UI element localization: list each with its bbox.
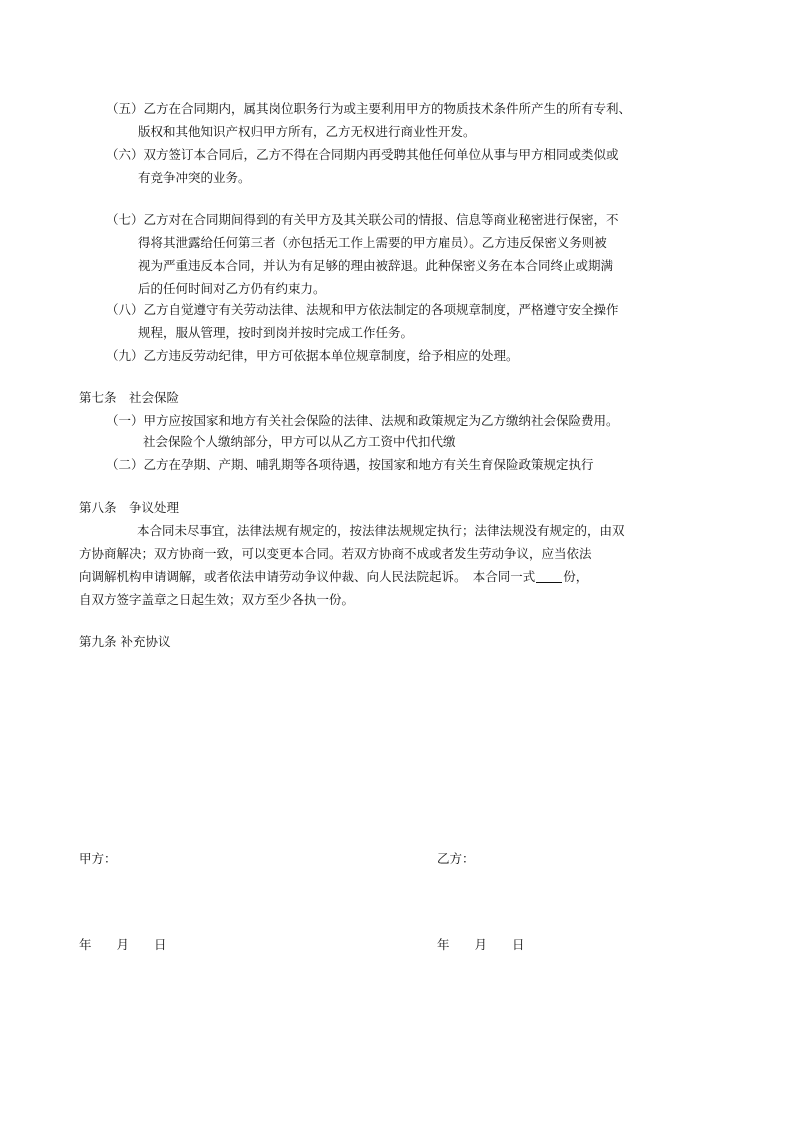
- article-8-line-1: 本合同未尽事宜，法律法规有规定的，按法律法规规定执行；法律法规没有规定的，由双: [137, 523, 625, 538]
- article-8-line-3-text: 向调解机构申请调解，或者依法申请劳动争议仲裁、向人民法院起诉。 本合同一式: [79, 569, 536, 584]
- article-9-heading: 第九条 补充协议: [79, 634, 171, 649]
- copies-blank: [536, 570, 562, 583]
- party-a-date: 年 月 日: [79, 937, 167, 952]
- article-7-heading: 第七条 社会保险: [79, 390, 180, 405]
- clause-7-line-1: （七）乙方对在合同期间得到的有关甲方及其关联公司的情报、信息等商业秘密进行保密，不: [106, 212, 619, 227]
- article-7-clause-1-line-2: 社会保险个人缴纳部分，甲方可以从乙方工资中代扣代缴: [143, 434, 456, 449]
- clause-8-line-1: （八）乙方自觉遵守有关劳动法律、法规和甲方依法制定的各项规章制度，严格遵守安全操作: [106, 302, 619, 317]
- article-8-line-3-suffix: 份，: [563, 569, 589, 584]
- clause-5-line-2: 版权和其他知识产权归甲方所有，乙方无权进行商业性开发。: [138, 124, 476, 139]
- clause-9-line-1: （九）乙方违反劳动纪律，甲方可依据本单位规章制度，给予相应的处理。: [106, 348, 519, 363]
- article-8-heading: 第八条 争议处理: [79, 500, 180, 515]
- party-a-label: 甲方：: [79, 851, 117, 866]
- clause-6-line-2: 有竞争冲突的业务。: [138, 170, 251, 185]
- party-b-date: 年 月 日: [437, 937, 525, 952]
- clause-7-line-2: 得将其泄露给任何第三者（亦包括无工作上需要的甲方雇员）。乙方违反保密义务则被: [138, 235, 607, 250]
- clause-5-line-1: （五）乙方在合同期内，属其岗位职务行为或主要利用甲方的物质技术条件所产生的所有专利、: [106, 101, 632, 116]
- clause-6-line-1: （六）双方签订本合同后，乙方不得在合同期内再受聘其他任何单位从事与甲方相同或类似或: [106, 147, 619, 162]
- article-8-line-2: 方协商解决；双方协商一致，可以变更本合同。若双方协商不成或者发生劳动争议，应当依法: [79, 546, 592, 561]
- article-8-line-3: [79, 569, 588, 585]
- article-7-clause-2-line-1: （二）乙方在孕期、产期、哺乳期等各项待遇，按国家和地方有关生育保险政策规定执行: [106, 457, 594, 472]
- article-7-clause-1-line-1: （一）甲方应按国家和地方有关社会保险的法律、法规和政策规定为乙方缴纳社会保险费用。: [106, 413, 619, 428]
- clause-7-line-3: 视为严重违反本合同，并认为有足够的理由被辞退。此种保密义务在本合同终止或期满: [138, 258, 614, 273]
- clause-8-line-2: 规程，服从管理，按时到岗并按时完成工作任务。: [138, 325, 414, 340]
- clause-7-line-4: 后的任何时间对乙方仍有约束力。: [138, 281, 326, 296]
- article-8-line-4: 自双方签字盖章之日起生效；双方至少各执一份。: [79, 592, 355, 607]
- party-b-label: 乙方：: [437, 851, 475, 866]
